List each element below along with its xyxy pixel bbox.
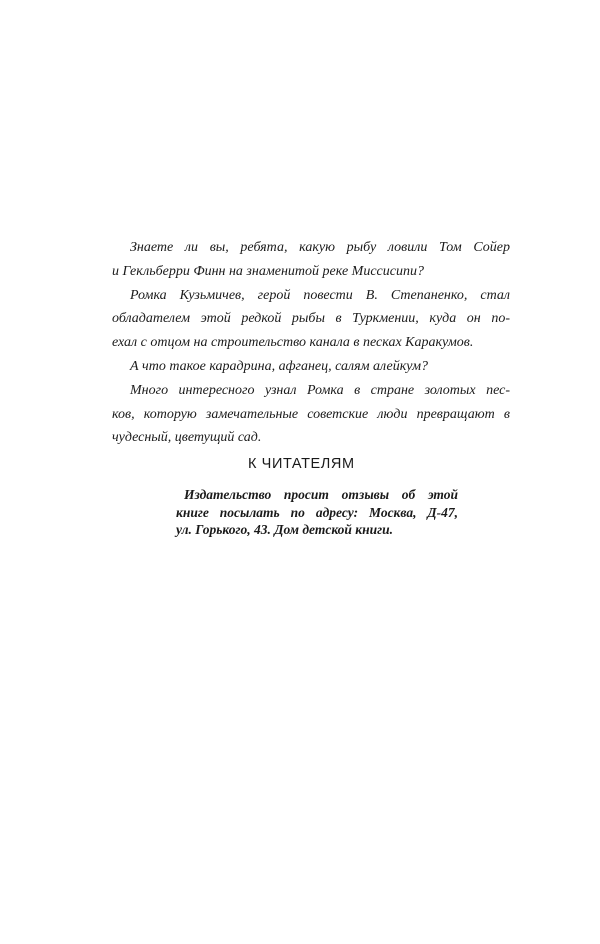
- annotation-paragraph: [112, 236, 510, 284]
- annotation-line: чудесный, цветущий сад.: [112, 430, 262, 446]
- annotation-line: и Гекльберри Финн на знаменитой реке Миссисипи?: [112, 263, 424, 279]
- notice-line: Издательство просит отзывы об этой: [184, 487, 458, 502]
- notice-line: книге посылать по адресу: Москва, Д-47,: [176, 504, 458, 520]
- readers-notice-text: [176, 486, 458, 539]
- annotation-line: Знаете ли вы, ребята, какую рыбу ловили Том Сойер: [130, 240, 510, 255]
- annotation-line: Ромка Кузьмичев, герой повести В. Степаненко, стал: [130, 287, 510, 303]
- annotation-paragraph: [112, 379, 510, 450]
- notice-line: ул. Горького, 43. Дом детской книги.: [176, 522, 394, 537]
- book-annotation: [112, 236, 510, 450]
- annotation-line: обладателем этой редкой рыбы в Туркмении, куда он по-: [112, 311, 510, 327]
- annotation-line: ков, которую замечательные советские люди превращают в: [112, 406, 510, 422]
- annotation-line: ехал с отцом на строительство канала в песках Каракумов.: [112, 335, 474, 351]
- annotation-line: А что такое карадрина, афганец, салям алейкум?: [130, 358, 429, 374]
- annotation-paragraph: [112, 355, 510, 379]
- annotation-paragraph: [112, 284, 510, 355]
- readers-notice-heading: К ЧИТАТЕЛЯМ: [248, 456, 355, 472]
- annotation-line: Много интересного узнал Ромка в стране золотых пес-: [130, 382, 510, 398]
